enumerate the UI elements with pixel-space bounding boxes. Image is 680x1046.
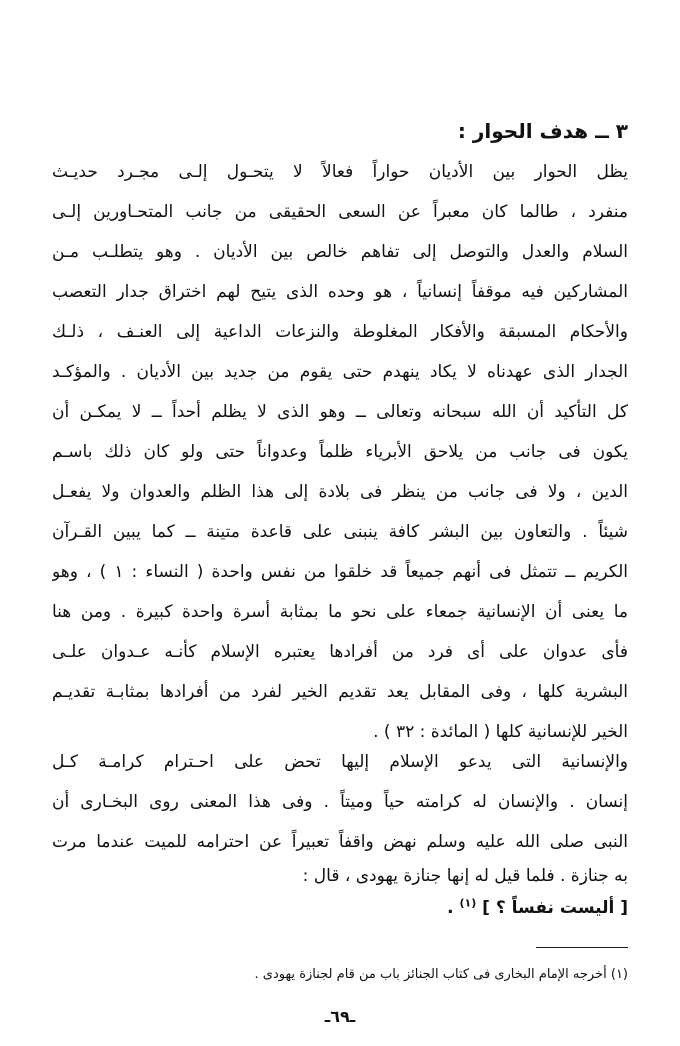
paragraph-line: إنسان . والإنسان له كرامته حياً وميتاً . وفى هذا المعنى روى البخـارى أن <box>52 792 628 812</box>
paragraph-line: الجدار الذى عهدناه لا يكاد ينهدم حتى يقوم من جديد بين الأديان . والمؤكـد <box>52 362 628 382</box>
paragraph-line: ما يعنى أن الإنسانية جمعاء على نحو ما بمثابة أسرة واحدة كبيرة . ومن هنا <box>52 602 628 622</box>
paragraph-line: منفرد ، طالما كان معبراً عن السعى الحقيقى من جانب المتحـاورين إلـى <box>52 202 628 222</box>
paragraph-line: والأحكام المسبقة والأفكار المغلوطة والنزعات الداعية إلى العنـف ، ذلـك <box>52 322 628 342</box>
footnote-divider <box>536 947 628 948</box>
quote-text: [ أليست نفساً ؟ ] <box>482 898 628 918</box>
paragraph-line: به جنازة . فلما قيل له إنها جنازة يهودى ، قال : <box>302 866 628 886</box>
paragraph-line: الدين ، ولا فى جانب من ينظر فى بلادة إلى هذا الظلم والعدوان ولا يفعـل <box>52 482 628 502</box>
quote-end: . <box>447 898 454 918</box>
paragraph-line: فأى عدوان على أى فرد من أفرادها يعتبره الإسلام كأنـه عـدوان علـى <box>52 642 628 662</box>
paragraph-line: النبى صلى الله عليه وسلم نهض واقفاً تعبيراً عن احترامه للميت عندما مرت <box>52 832 628 852</box>
paragraph-line: الخير للإنسانية كلها ( المائدة : ٣٢ ) . <box>373 722 628 742</box>
paragraph-line: يظل الحوار بين الأديان حواراً فعالاً لا يتحـول إلـى مجـرد حديـث <box>52 162 628 182</box>
quote-line <box>52 888 628 928</box>
paragraph-line: المشاركين فيه موقفاً إنسانياً ، هو وحده الذى يتيح لهم اختراق جدار التعصب <box>52 282 628 302</box>
paragraph-line: الكريم ــ تتمثل فى أنهم جميعاً قد خلقوا من نفس واحدة ( النساء : ١ ) ، وهو <box>52 562 628 582</box>
page-number: ـ٦٩ـ <box>324 1007 356 1026</box>
section-heading: ٣ ــ هدف الحوار : <box>457 119 628 143</box>
footnote-reference[interactable]: (١) <box>459 896 477 910</box>
paragraph-line: والإنسانية التى يدعو الإسلام إليها تحض على احـترام كرامـة كـل <box>52 752 628 772</box>
paragraph-line: السلام والعدل والتوصل إلى تفاهم خالص بين الأديان . وهو يتطلـب مـن <box>52 242 628 262</box>
paragraph-line: البشرية كلها ، وفى المقابل يعد تقديم الخير لفرد من أفرادها بمثابـة تقديـم <box>52 682 628 702</box>
paragraph-line: شيئاً . والتعاون بين البشر كافة ينبنى على قاعدة متينة ــ كما يبين القـرآن <box>52 522 628 542</box>
paragraph-line: كل التأكيد أن الله سبحانه وتعالى ــ وهو الذى لا يظلم أحداً ــ لا يمكـن أن <box>52 402 628 422</box>
paragraph-line: يكون فى جانب من يلاحق الأبرياء ظلماً وعدواناً حتى ولو كان ذلك باسـم <box>52 442 628 462</box>
footnote: (١) أخرجه الإمام البخارى فى كتاب الجنائز باب من قام لجنازة يهودى . <box>254 967 628 982</box>
